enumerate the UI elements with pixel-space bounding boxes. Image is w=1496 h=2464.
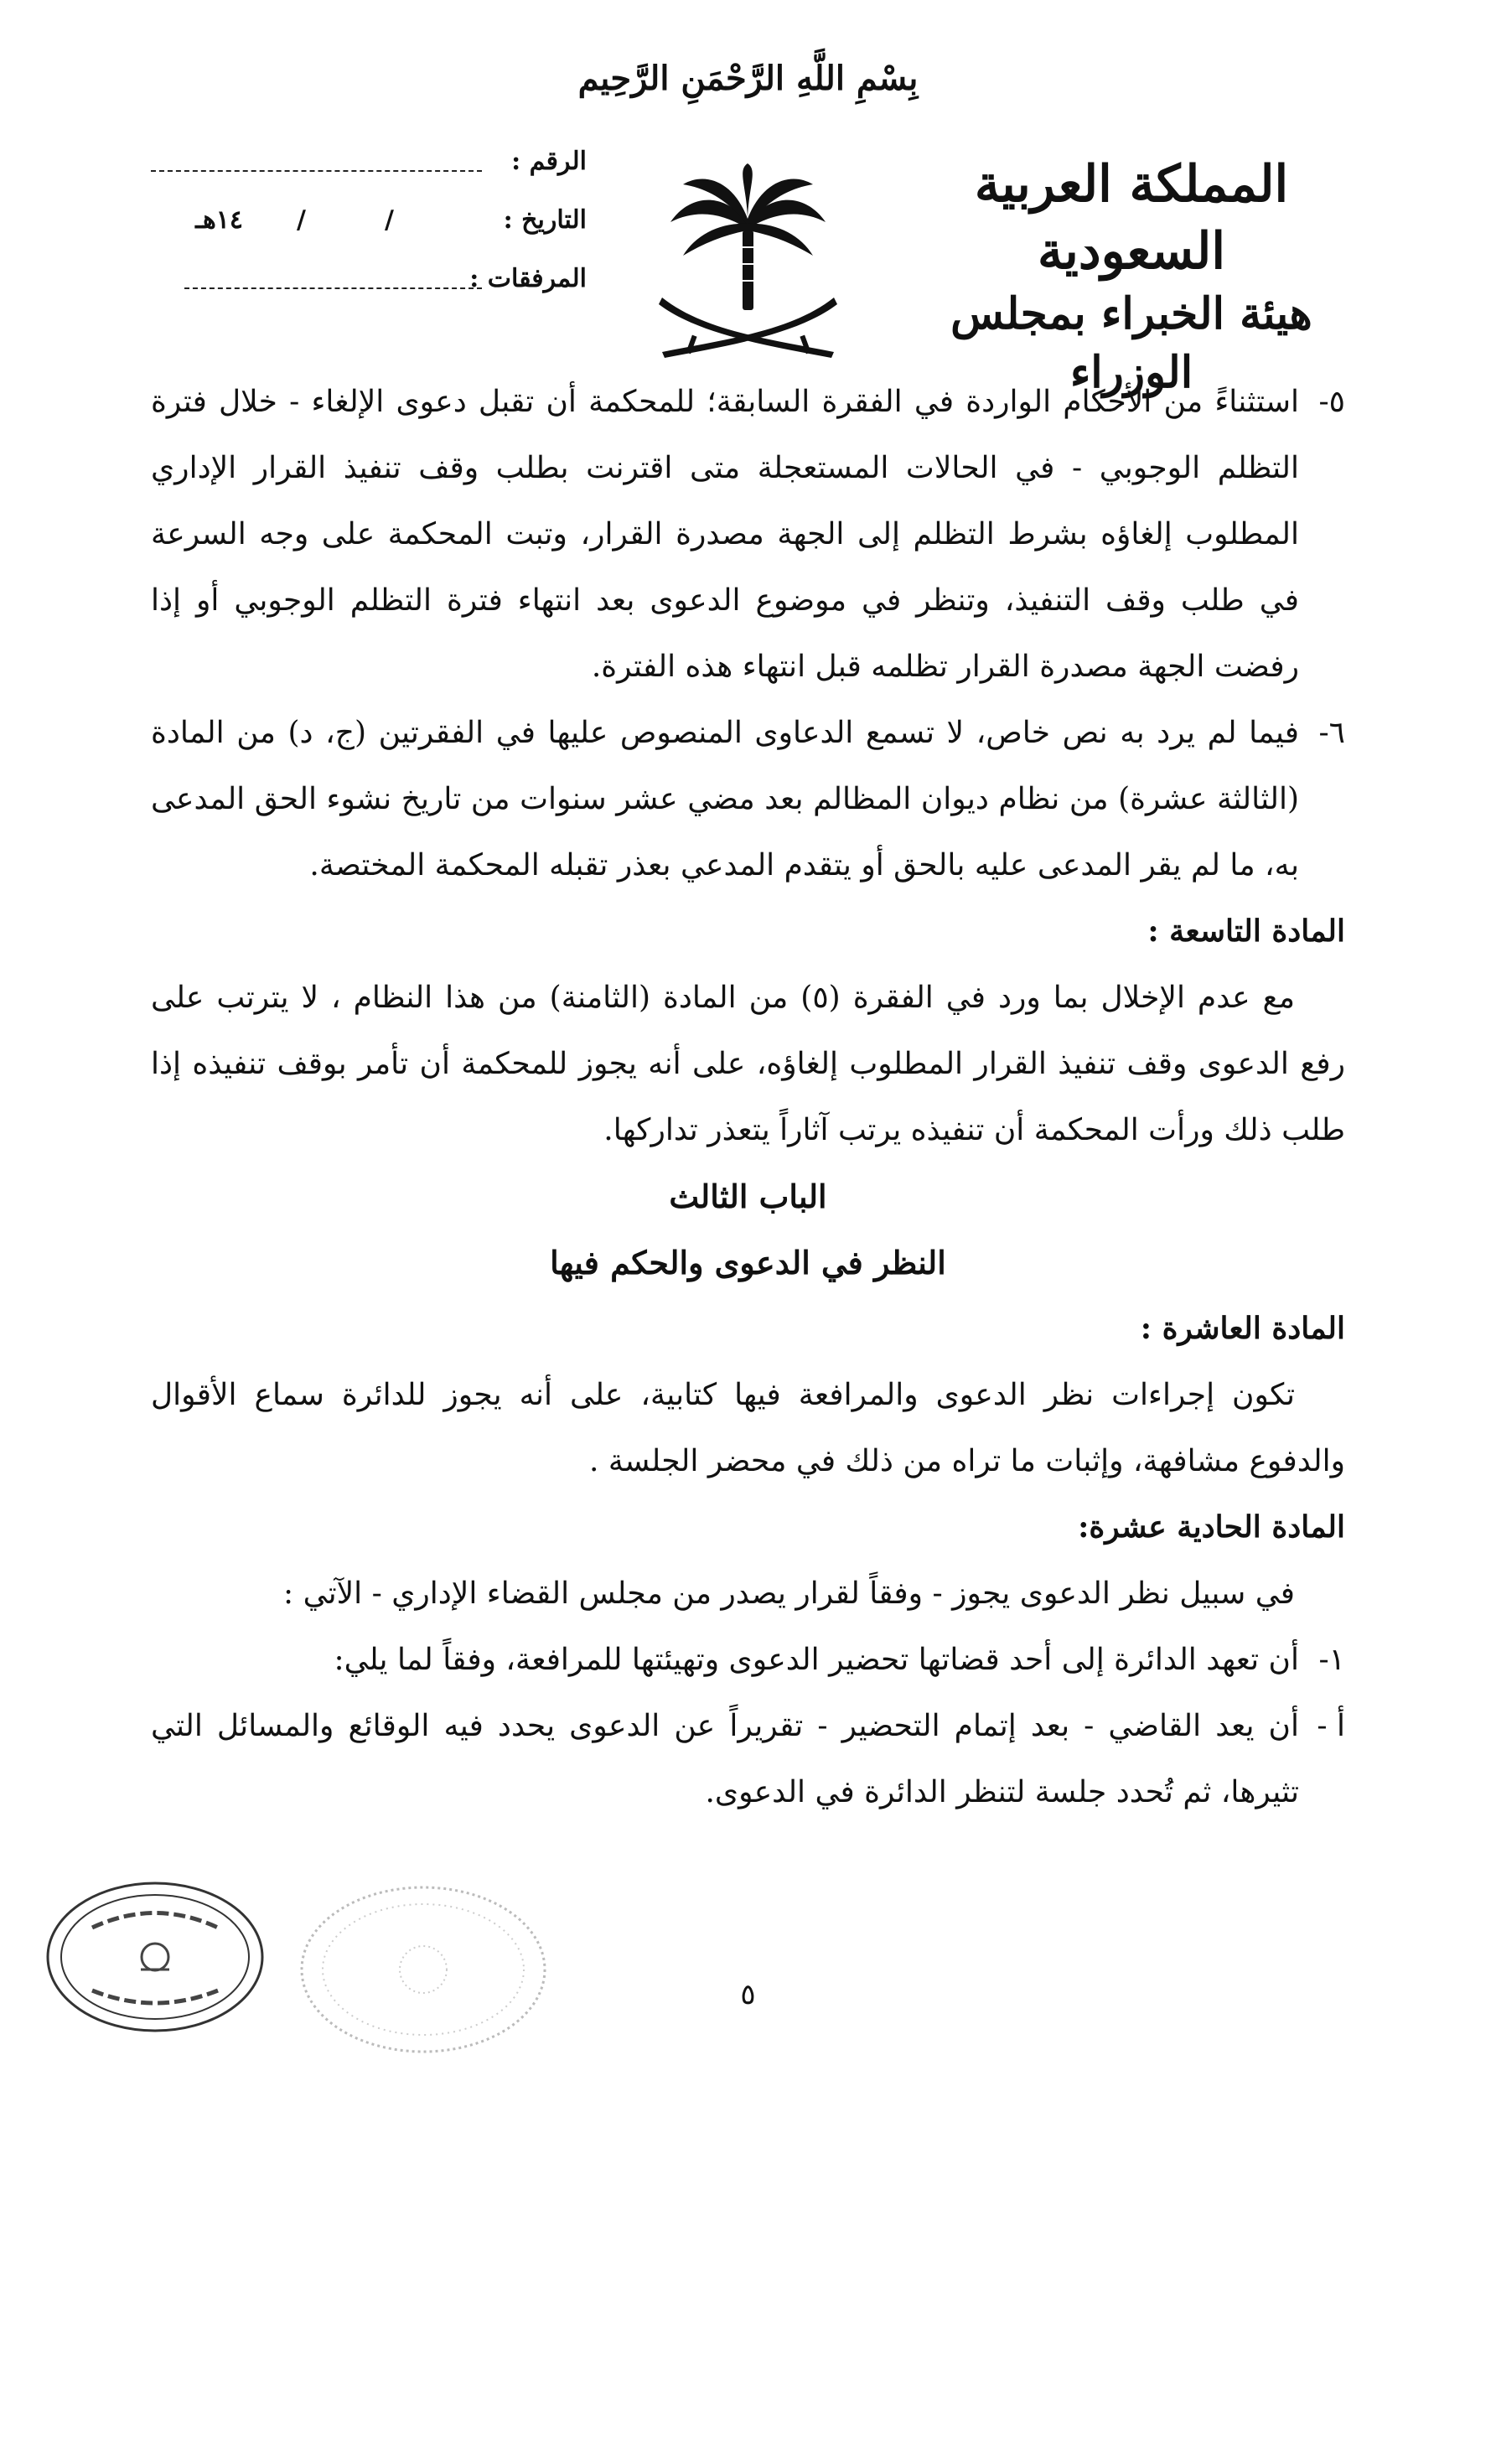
date-row bbox=[151, 205, 587, 264]
attachments-label: المرفقات : bbox=[469, 264, 587, 293]
sub-list-item bbox=[151, 1693, 1345, 1825]
document-body bbox=[151, 369, 1345, 1825]
date-label: التاريخ : bbox=[503, 205, 587, 235]
faint-stamp-seal bbox=[293, 1882, 553, 2058]
sub-item-text: أن يعد القاضي - بعد إتمام التحضير - تقريراً عن الدعوى يحدد فيه الوقائع والمسائل التي تثيرها، ثم تُحدد جلسة لتنظر الدائرة في الدعوى. bbox=[151, 1709, 1299, 1809]
date-hijri-suffix: ١٤هـ bbox=[195, 205, 243, 235]
article-heading: المادة العاشرة : bbox=[1140, 1311, 1345, 1346]
chapter-title: الباب الثالث bbox=[669, 1178, 827, 1215]
page-number: ٥ bbox=[740, 1978, 756, 2011]
reference-block bbox=[151, 147, 587, 323]
item-number: ١- bbox=[1318, 1643, 1345, 1677]
article-text: في سبيل نظر الدعوى يجوز - وفقاً لقرار يصدر من مجلس القضاء الإداري - الآتي : bbox=[283, 1576, 1295, 1611]
article-text: مع عدم الإخلال بما ورد في الفقرة (٥) من المادة (الثامنة) من هذا النظام ، لا يترتب على رفع الدعوى وقف تنفيذ القرار المطلوب إلغاؤه، على أنه يجوز للمحكمة أن تأمر بوقف تنفيذه إذا طلب ذلك ورأت المحكمة أن تنفيذه يرتب آثاراً يتعذر تداركها. bbox=[151, 981, 1345, 1147]
date-separator: / bbox=[385, 205, 394, 235]
basmala: بِسْمِ اللَّهِ الرَّحْمَنِ الرَّحِيم bbox=[577, 59, 919, 98]
item-text: فيما لم يرد به نص خاص، لا تسمع الدعاوى المنصوص عليها في الفقرتين (ج، د) من المادة (الثالثة عشرة) من نظام ديوان المظالم بعد مضي عشر سنوات من تاريخ نشوء الحق المدعى به، ما لم يقر المدعى عليه بالحق أو يتقدم المدعي بعذر تقبله المحكمة المختصة. bbox=[151, 716, 1299, 883]
item-text: أن تعهد الدائرة إلى أحد قضاتها تحضير الدعوى وتهيئتها للمرافعة، وفقاً لما يلي: bbox=[334, 1643, 1299, 1677]
list-item bbox=[151, 369, 1345, 700]
item-text: استثناءً من الأحكام الواردة في الفقرة السابقة؛ للمحكمة أن تقبل دعوى الإلغاء - خلال فترة التظلم الوجوبي - في الحالات المستعجلة متى اقترنت بطلب وقف تنفيذ القرار الإداري المطلوب إلغاؤه بشرط التظلم إلى الجهة مصدرة القرار، وتبت المحكمة على وجه السرعة في طلب وقف التنفيذ، وتنظر في موضوع الدعوى بعد انتهاء فترة التظلم الوجوبي أو إذا رفضت الجهة مصدرة القرار تظلمه قبل انتهاء هذه الفترة. bbox=[151, 385, 1299, 684]
date-separator: / bbox=[297, 205, 306, 235]
article-heading: المادة التاسعة : bbox=[1147, 914, 1345, 949]
list-item bbox=[151, 700, 1345, 898]
article-heading: المادة الحادية عشرة: bbox=[1078, 1509, 1345, 1545]
reference-blank-line bbox=[151, 170, 482, 172]
sub-item-letter: أ - bbox=[1317, 1709, 1345, 1743]
official-stamp-seal bbox=[42, 1877, 268, 2037]
reference-number-row bbox=[151, 147, 587, 205]
saudi-emblem-icon bbox=[654, 163, 842, 360]
item-number: ٥- bbox=[1318, 385, 1345, 419]
chapter-subtitle: النظر في الدعوى والحكم فيها bbox=[550, 1244, 946, 1281]
attachments-row bbox=[151, 264, 587, 323]
reference-label: الرقم : bbox=[511, 147, 587, 176]
letterhead-title bbox=[914, 151, 1349, 402]
list-item bbox=[151, 1627, 1345, 1693]
item-number: ٦- bbox=[1318, 716, 1345, 750]
authority-name: هيئة الخبراء بمجلس الوزراء bbox=[950, 288, 1312, 398]
article-text: تكون إجراءات نظر الدعوى والمرافعة فيها كتابية، على أنه يجوز للدائرة سماع الأقوال والدفوع مشافهة، وإثبات ما تراه من ذلك في محضر الجلسة . bbox=[151, 1378, 1345, 1478]
attachments-blank-line bbox=[184, 287, 482, 289]
kingdom-name: المملكة العربية السعودية bbox=[974, 155, 1289, 281]
